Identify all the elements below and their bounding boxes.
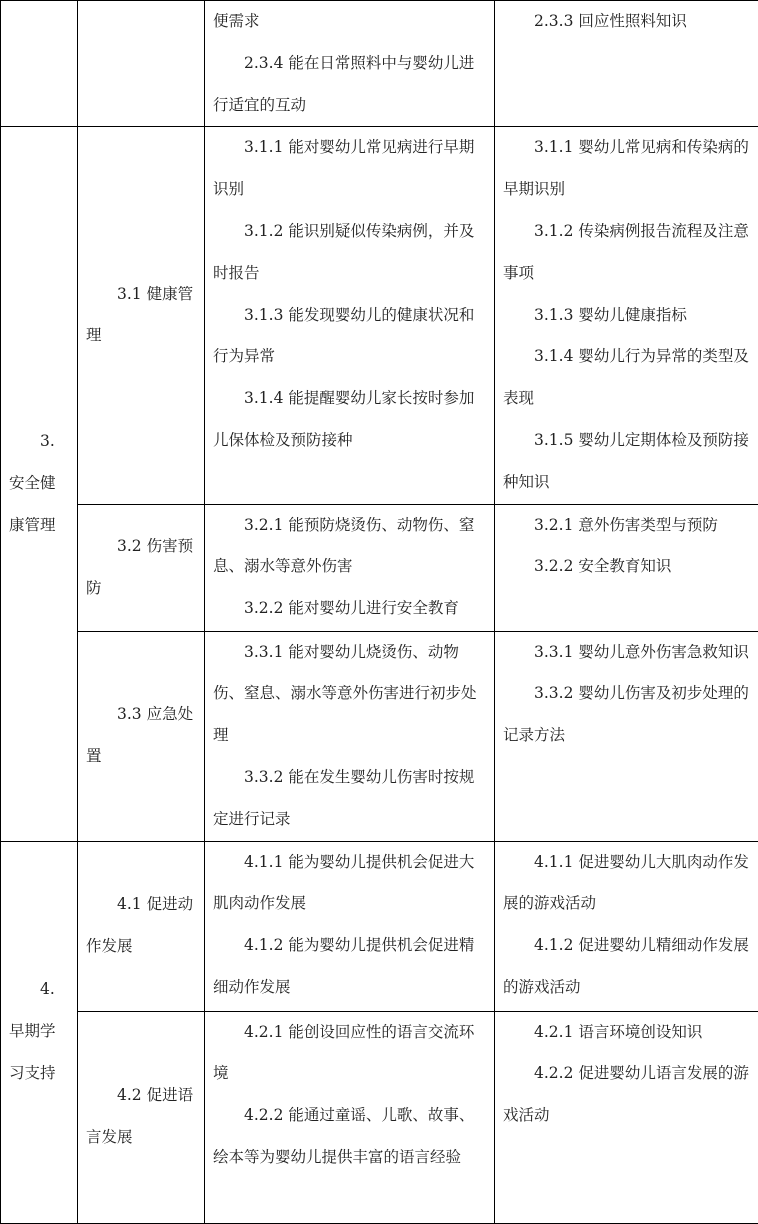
- empty-cell: [1, 1, 78, 127]
- knowledge-cell: [495, 504, 758, 631]
- knowledge-cell: [495, 1011, 758, 1223]
- knowledge-item: 4.1.1 促进婴幼儿大肌肉动作发展的游戏活动: [503, 842, 750, 926]
- knowledge-item: 3.3.1 婴幼儿意外伤害急救知识: [503, 632, 750, 674]
- abilities-cell: [205, 127, 495, 504]
- subsection-label: 3.2 伤害预防: [86, 526, 196, 610]
- knowledge-item: 3.1.4 婴幼儿行为异常的类型及表现: [503, 336, 750, 420]
- knowledge-item: 4.2.2 促进婴幼儿语言发展的游戏活动: [503, 1053, 750, 1137]
- ability-item: 3.1.4 能提醒婴幼儿家长按时参加儿保体检及预防接种: [213, 378, 486, 462]
- subsection-label-cell: [78, 504, 205, 631]
- knowledge-item: 3.1.5 婴幼儿定期体检及预防接种知识: [503, 420, 750, 504]
- ability-item: 3.3.1 能对婴幼儿烧烫伤、动物伤、窒息、溺水等意外伤害进行初步处理: [213, 632, 486, 757]
- knowledge-cell: [495, 127, 758, 504]
- table-row: [1, 127, 758, 504]
- ability-item: 4.1.1 能为婴幼儿提供机会促进大肌肉动作发展: [213, 842, 486, 926]
- table-row: [1, 841, 758, 1011]
- abilities-cell: [205, 504, 495, 631]
- section-label: 3.安全健康管理: [9, 421, 69, 546]
- ability-item: 便需求: [213, 1, 486, 43]
- ability-item: 3.2.1 能预防烧烫伤、动物伤、窒息、溺水等意外伤害: [213, 505, 486, 589]
- ability-item: 3.3.2 能在发生婴幼儿伤害时按规定进行记录: [213, 757, 486, 841]
- subsection-label: 4.2 促进语言发展: [86, 1075, 196, 1159]
- ability-item: 2.3.4 能在日常照料中与婴幼儿进行适宜的互动: [213, 43, 486, 127]
- subsection-label: 3.1 健康管理: [86, 274, 196, 358]
- table-row: [1, 1, 758, 127]
- section-label-cell: [1, 127, 78, 841]
- knowledge-item: 3.1.2 传染病例报告流程及注意事项: [503, 211, 750, 295]
- knowledge-item: 4.1.2 促进婴幼儿精细动作发展的游戏活动: [503, 925, 750, 1009]
- subsection-label: 4.1 促进动作发展: [86, 884, 196, 968]
- abilities-cell: [205, 1, 495, 127]
- section-label-cell: [1, 841, 78, 1223]
- ability-item: 3.1.1 能对婴幼儿常见病进行早期识别: [213, 127, 486, 211]
- abilities-cell: [205, 841, 495, 1011]
- knowledge-item: 3.2.1 意外伤害类型与预防: [503, 505, 750, 547]
- knowledge-item: 3.2.2 安全教育知识: [503, 546, 750, 588]
- section-label: 4.早期学习支持: [9, 969, 69, 1094]
- table-row: [1, 631, 758, 841]
- knowledge-item: 4.2.1 语言环境创设知识: [503, 1012, 750, 1054]
- ability-item: 3.1.3 能发现婴幼儿的健康状况和行为异常: [213, 295, 486, 379]
- subsection-label-cell: [78, 631, 205, 841]
- abilities-cell: [205, 631, 495, 841]
- knowledge-item: 3.1.1 婴幼儿常见病和传染病的早期识别: [503, 127, 750, 211]
- subsection-label-cell: [78, 1011, 205, 1223]
- empty-cell: [78, 1, 205, 127]
- ability-item: 4.2.2 能通过童谣、儿歌、故事、绘本等为婴幼儿提供丰富的语言经验: [213, 1095, 486, 1179]
- ability-item: 3.1.2 能识别疑似传染病例，并及时报告: [213, 211, 486, 295]
- knowledge-item: 3.3.2 婴幼儿伤害及初步处理的记录方法: [503, 673, 750, 757]
- knowledge-cell: [495, 1, 758, 127]
- knowledge-item: 3.1.3 婴幼儿健康指标: [503, 295, 750, 337]
- table-row: [1, 504, 758, 631]
- abilities-cell: [205, 1011, 495, 1223]
- knowledge-cell: [495, 631, 758, 841]
- subsection-label-cell: [78, 127, 205, 504]
- subsection-label: 3.3 应急处置: [86, 694, 196, 778]
- table-row: [1, 1011, 758, 1223]
- ability-item: 4.2.1 能创设回应性的语言交流环境: [213, 1012, 486, 1096]
- ability-item: 3.2.2 能对婴幼儿进行安全教育: [213, 588, 486, 630]
- ability-item: 4.1.2 能为婴幼儿提供机会促进精细动作发展: [213, 925, 486, 1009]
- knowledge-cell: [495, 841, 758, 1011]
- knowledge-item: 2.3.3 回应性照料知识: [503, 1, 750, 43]
- subsection-label-cell: [78, 841, 205, 1011]
